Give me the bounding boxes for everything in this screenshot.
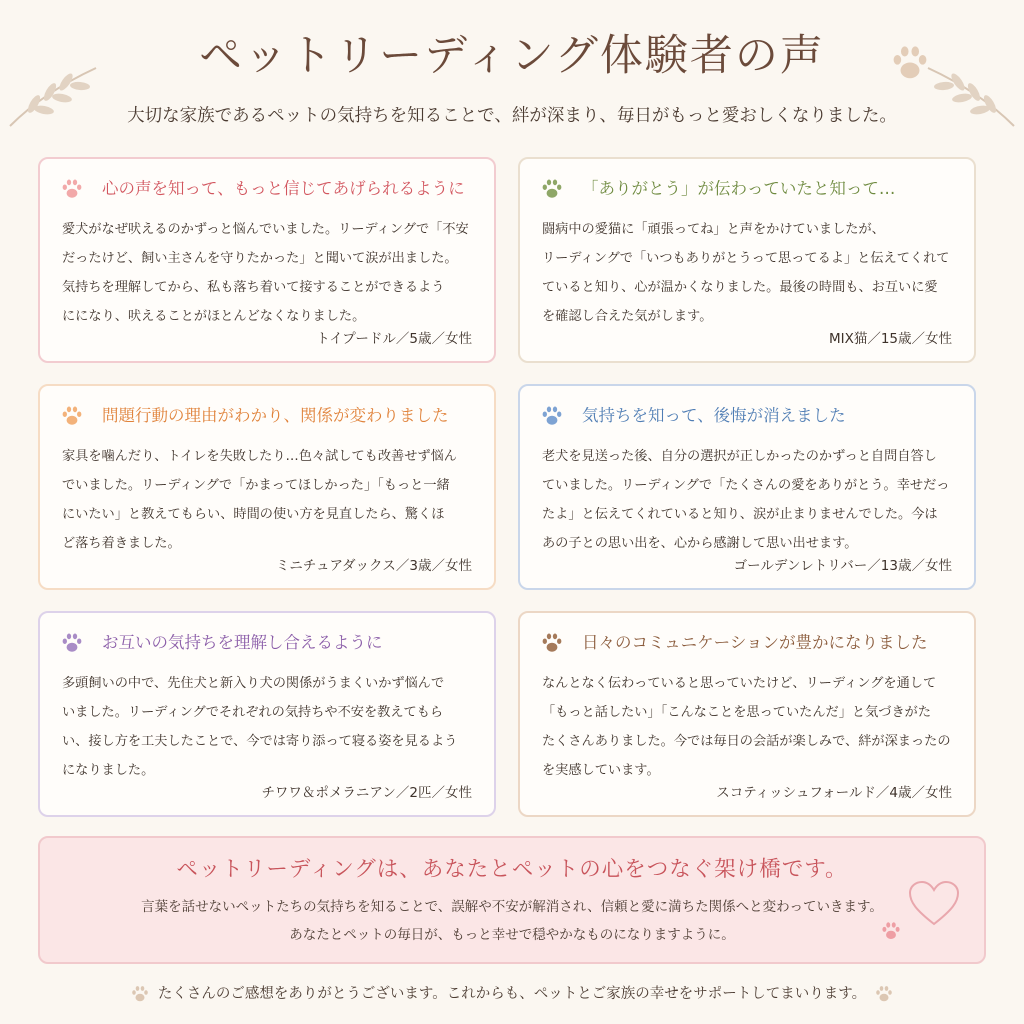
testimonial-meta: チワワ＆ポメラニアン／2匹／女性	[261, 785, 472, 801]
testimonial-body	[542, 669, 967, 785]
testimonial-line: 多頭飼いの中で、先住犬と新入り犬の関係がうまくいかず悩んで	[62, 676, 445, 691]
page-subtitle: 大切な家族であるペットの気持ちを知ることで、絆が深まり、毎日がもっと愛おしくなりました。	[127, 106, 897, 126]
testimonial-body	[542, 215, 967, 331]
testimonial-line: にいたい」と教えてもらい、時間の使い方を見直したら、驚くほ	[62, 507, 445, 522]
page-title: ペットリーディング体験者の声	[199, 31, 825, 81]
testimonial-line: 「もっと話したい」「こんなことを思っていたんだ」と気づきがた	[542, 705, 932, 720]
testimonial-line: たくさんありました。今では毎日の会話が楽しみで、絆が深まったの	[542, 734, 951, 749]
testimonial-line: になりました。	[62, 763, 155, 778]
paw-icon	[60, 631, 84, 655]
paw-icon	[60, 404, 84, 428]
testimonial-line: ていると知り、心が温かくなりました。最後の時間も、お互いに愛	[542, 280, 938, 295]
heart-icon	[906, 878, 962, 930]
testimonial-line: 愛犬がなぜ吠えるのかずっと悩んでいました。リーディングで「不安	[62, 222, 469, 237]
testimonial-line: ど落ち着きました。	[62, 536, 181, 551]
paw-icon	[60, 177, 84, 201]
testimonial-line: ていました。リーディングで「たくさんの愛をありがとう。幸せだっ	[542, 478, 950, 493]
testimonial-line: を実感しています。	[542, 763, 660, 778]
testimonial-card	[38, 611, 496, 817]
paw-icon	[130, 984, 150, 1004]
testimonial-line: 老犬を見送った後、自分の選択が正しかったのかずっと自問自答し	[542, 449, 937, 464]
testimonial-line: でいました。リーディングで「かまってほしかった」「もっと一緒	[62, 478, 450, 493]
testimonial-meta: MIX猫／15歳／女性	[828, 331, 952, 347]
paw-icon	[888, 42, 932, 84]
testimonial-line: あの子との思い出を、心から感謝して思い出せます。	[542, 536, 858, 551]
testimonial-line: 闘病中の愛猫に「頑張ってね」と声をかけていましたが、	[542, 222, 885, 237]
testimonial-card	[518, 157, 976, 363]
testimonial-title: 心の声を知って、もっと信じてあげられるように	[102, 179, 465, 198]
footer	[0, 982, 1024, 1006]
testimonial-title: 気持ちを知って、後悔が消えました	[582, 406, 846, 425]
testimonial-line: たよ」と伝えてくれていると知り、涙が止まりませんでした。今は	[542, 507, 938, 522]
testimonial-meta: スコティッシュフォールド／4歳／女性	[716, 785, 952, 801]
testimonial-title: 「ありがとう」が伝わっていたと知って…	[582, 179, 896, 198]
testimonial-line: にになり、吠えることがほとんどなくなりました。	[62, 309, 366, 324]
testimonial-card	[518, 611, 976, 817]
banner-text: 言葉を話せないペットたちの気持ちを知ることで、誤解や不安が解消され、信頼と愛に満ちた関係へと変わっていきます。	[141, 899, 883, 915]
testimonial-meta: ゴールデンレトリバー／13歳／女性	[733, 558, 952, 574]
footer-text: たくさんのご感想をありがとうございます。これからも、ペットとご家族の幸せをサポートしてまいります。	[157, 986, 867, 1002]
testimonial-body	[62, 215, 487, 331]
testimonial-card	[38, 384, 496, 590]
paw-icon	[540, 177, 564, 201]
banner-title: ペットリーディングは、あなたとペットの心をつなぐ架け橋です。	[176, 857, 848, 882]
testimonial-meta: トイプードル／5歳／女性	[316, 331, 472, 347]
testimonial-line: リーディングで「いつもありがとうって思ってるよ」と伝えてくれて	[542, 251, 950, 266]
testimonial-line: いました。リーディングでそれぞれの気持ちや不安を教えてもら	[62, 705, 444, 720]
banner-text: あなたとペットの毎日が、もっと幸せで穏やかなものになりますように。	[289, 927, 735, 943]
testimonial-line: だったけど、飼い主さんを守りたかった」と聞いて涙が出ました。	[62, 251, 458, 266]
paw-icon	[540, 631, 564, 655]
testimonial-meta: ミニチュアダックス／3歳／女性	[275, 558, 472, 574]
testimonial-line: い、接し方を工夫したことで、今では寄り添って寝る姿を見るよう	[62, 734, 458, 749]
paw-icon	[880, 920, 902, 942]
testimonial-title: 日々のコミュニケーションが豊かになりました	[582, 633, 928, 652]
testimonial-line: 家具を噛んだり、トイレを失敗したり…色々試しても改善せず悩ん	[62, 449, 457, 464]
message-banner	[38, 836, 986, 964]
testimonial-title: 問題行動の理由がわかり、関係が変わりました	[102, 406, 449, 425]
paw-icon	[540, 404, 564, 428]
testimonial-card	[518, 384, 976, 590]
testimonial-line: なんとなく伝わっていると思っていたけど、リーディングを通して	[542, 676, 937, 691]
testimonial-title: お互いの気持ちを理解し合えるように	[102, 633, 383, 652]
testimonial-line: を確認し合えた気がします。	[542, 309, 713, 324]
testimonial-body	[542, 442, 967, 558]
testimonial-body	[62, 669, 487, 785]
testimonial-line: 気持ちを理解してから、私も落ち着いて接することができるよう	[62, 280, 445, 295]
paw-icon	[874, 984, 894, 1004]
testimonial-body	[62, 442, 487, 558]
testimonial-card	[38, 157, 496, 363]
